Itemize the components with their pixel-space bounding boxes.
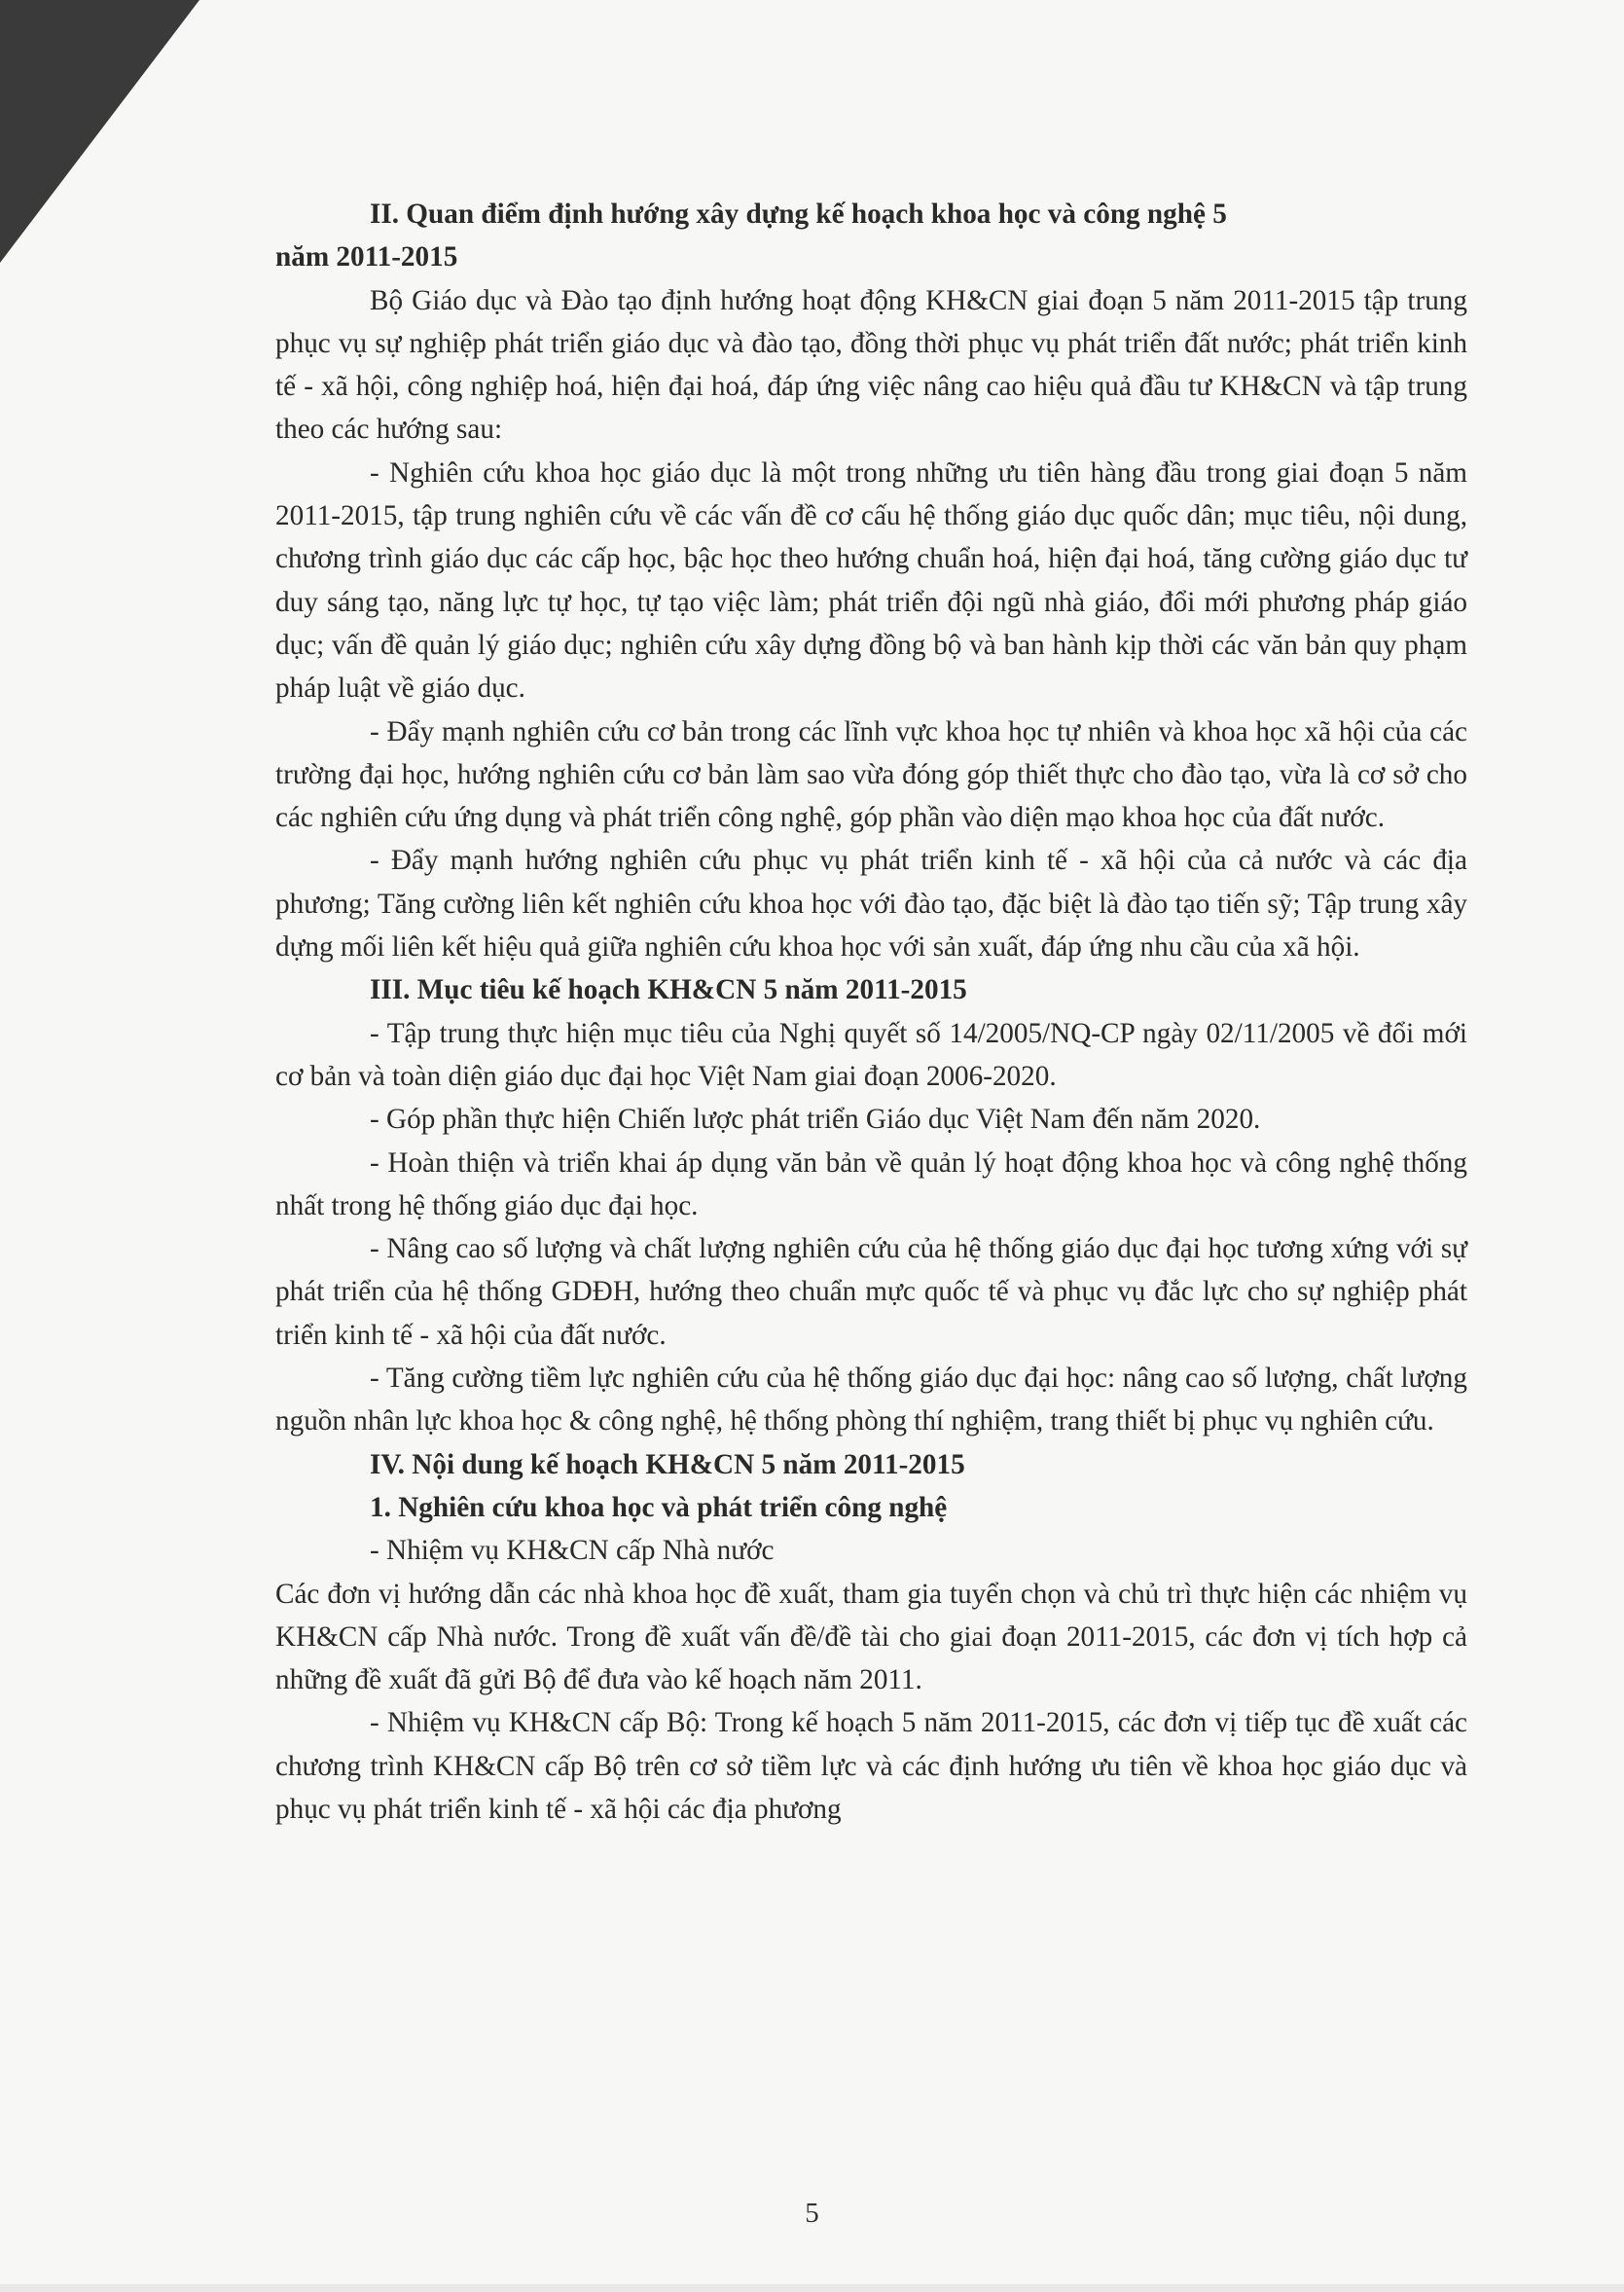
section-2-item-2: - Đẩy mạnh nghiên cứu cơ bản trong các lĩnh vực khoa học tự nhiên và khoa học xã hội của các trường đại học, hướng nghiên cứu cơ bản làm sao vừa đóng góp thiết thực cho đào tạo, vừa là cơ sở cho các nghiên cứu ứng dụng và phát triển công nghệ, góp phần vào diện mạo khoa học của đất nước. — [275, 715, 1467, 834]
section-3-item-3: - Hoàn thiện và triển khai áp dụng văn bản về quản lý hoạt động khoa học và công nghệ thống nhất trong hệ thống giáo dục đại học. — [275, 1146, 1467, 1221]
section-2-heading-line-1: II. Quan điểm định hướng xây dựng kế hoạch khoa học và công nghệ 5 — [370, 199, 1227, 230]
section-3-item-5: - Tăng cường tiềm lực nghiên cứu của hệ thống giáo dục đại học: nâng cao số lượng, chất lượng nguồn nhân lực khoa học & công nghệ, hệ thống phòng thí nghiệm, trang thiết bị phục vụ nghiên cứu. — [275, 1363, 1467, 1437]
section-3-heading: III. Mục tiêu kế hoạch KH&CN 5 năm 2011-2015 — [370, 974, 967, 1006]
section-2-item-3: - Đẩy mạnh hướng nghiên cứu phục vụ phát triển kinh tế - xã hội của cả nước và các địa phương; Tăng cường liên kết nghiên cứu khoa học với đào tạo, đặc biệt là đào tạo tiến sỹ; Tập trung xây dựng mối liên kết hiệu quả giữa nghiên cứu khoa học với sản xuất, đáp ứng nhu cầu của xã hội. — [275, 845, 1467, 964]
section-4-subheading-1: 1. Nghiên cứu khoa học và phát triển công nghệ — [370, 1491, 948, 1523]
section-2-intro: Bộ Giáo dục và Đào tạo định hướng hoạt động KH&CN giai đoạn 5 năm 2011-2015 tập trung phục vụ sự nghiệp phát triển giáo dục và đào tạo, đồng thời phục vụ phát triển đất nước; phát triển kinh tế - xã hội, công nghiệp hoá, hiện đại hoá, đáp ứng việc nâng cao hiệu quả đầu tư KH&CN và tập trung theo các hướng sau: — [275, 284, 1467, 446]
ministry-task: - Nhiệm vụ KH&CN cấp Bộ: Trong kế hoạch 5 năm 2011-2015, các đơn vị tiếp tục đề xuất các chương trình KH&CN cấp Bộ trên cơ sở tiềm lực và các định hướng ưu tiên về khoa học giáo dục và phục vụ phát triển kinh tế - xã hội các địa phương — [275, 1707, 1467, 1825]
scan-bottom-edge — [0, 2284, 1624, 2292]
section-4-heading: IV. Nội dung kế hoạch KH&CN 5 năm 2011-2015 — [370, 1448, 965, 1480]
state-task-body: Các đơn vị hướng dẫn các nhà khoa học đề xuất, tham gia tuyển chọn và chủ trì thực hiện các nhiệm vụ KH&CN cấp Nhà nước. Trong đề xuất vấn đề/đề tài cho giai đoạn 2011-2015, các đơn vị tích hợp cả những đề xuất đã gửi Bộ để đưa vào kế hoạch năm 2011. — [275, 1578, 1467, 1696]
section-2-heading-line-2: năm 2011-2015 — [275, 241, 458, 273]
document-body — [275, 193, 1467, 1831]
scan-corner-shadow — [0, 0, 199, 263]
section-3-item-2: - Góp phần thực hiện Chiến lược phát triển Giáo dục Việt Nam đến năm 2020. — [370, 1104, 1261, 1136]
section-2-item-1: - Nghiên cứu khoa học giáo dục là một trong những ưu tiên hàng đầu trong giai đoạn 5 năm 2011-2015, tập trung nghiên cứu về các vấn đề cơ cấu hệ thống giáo dục quốc dân; mục tiêu, nội dung, chương trình giáo dục các cấp học, bậc học theo hướng chuẩn hoá, hiện đại hoá, tăng cường giáo dục tư duy sáng tạo, năng lực tự học, tự tạo việc làm; phát triển đội ngũ nhà giáo, đổi mới phương pháp giáo dục; vấn đề quản lý giáo dục; nghiên cứu xây dựng đồng bộ và ban hành kịp thời các văn bản quy phạm pháp luật về giáo dục. — [275, 456, 1467, 705]
section-3-item-4: - Nâng cao số lượng và chất lượng nghiên cứu của hệ thống giáo dục đại học tương xứng với sự phát triển của hệ thống GDĐH, hướng theo chuẩn mực quốc tế và phục vụ đắc lực cho sự nghiệp phát triển kinh tế - xã hội của đất nước. — [275, 1233, 1467, 1351]
state-task-label: - Nhiệm vụ KH&CN cấp Nhà nước — [370, 1535, 775, 1567]
section-3-item-1: - Tập trung thực hiện mục tiêu của Nghị quyết số 14/2005/NQ-CP ngày 02/11/2005 về đổi mới cơ bản và toàn diện giáo dục đại học Việt Nam giai đoạn 2006-2020. — [275, 1017, 1467, 1092]
page-number: 5 — [805, 2198, 819, 2229]
